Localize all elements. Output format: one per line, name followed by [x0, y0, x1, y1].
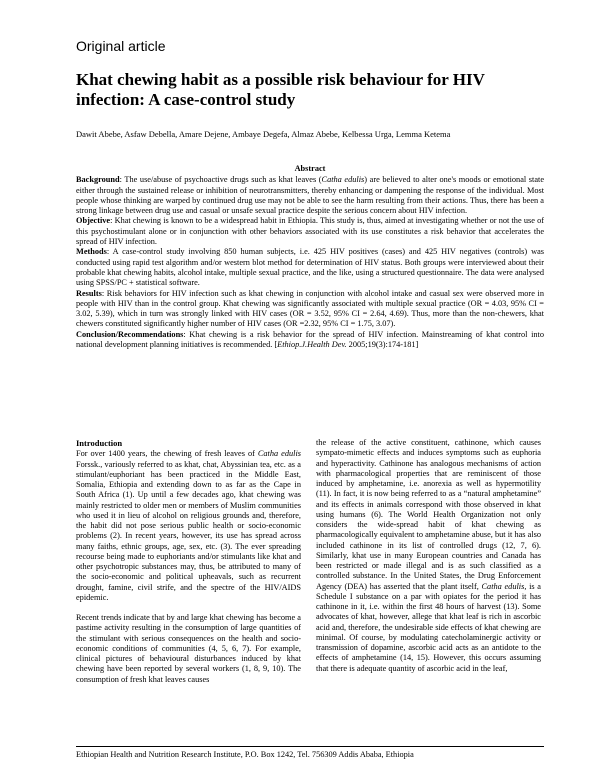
abstract-methods: Methods: A case-control study involving 850 human subjects, i.e. 425 HIV positives (cases) and 425 HIV negatives (controls) was conducted using rapid test algorithm and/or western blot method for determination of HIV status. Both groups were interviewed about their probable khat chewing habits, alcohol intake, multiple sexual practice, and the like, using a structured questionnaire. The data were analysed using SPSS/PC + statistical software. — [76, 247, 544, 288]
section-label: Original article — [76, 38, 166, 54]
body-paragraph: For over 1400 years, the chewing of fresh leaves of Catha edulis Forssk., variously referred to as khat, chat, Abyssinian tea, etc. as a stimulant/euphoriant has been practiced in the Middle East, Somalia, Ethiopia and extending down to as far as the Cape in South Africa (1). Up until a few decades ago, khat chewing was mainly restricted to older men or members of Muslim communities who used it in lieu of alcohol on religious grounds and, therefore, the habit did not pose serious public health or socio-economic problems (2). In recent years, however, its use has spread across many faiths, ethnic groups, age, sex, etc. (3). The ever spreading recourse being made to euphoriants and/or stimulants like khat and other psychotropic substances may, thus, be attributed to many of the socio-economic and political upheavals, such as recurrent drought, famine, civil strife, and the spectre of the HIV/AIDS epidemic. — [76, 449, 301, 602]
footer-divider — [76, 746, 544, 747]
abstract-objective: Objective: Khat chewing is known to be a widespread habit in Ethiopia. This study is, thus, aimed at investigating whether or not the use of this psychostimulant alone or in conjunction with other behaviors associated with its use constitutes a risk behavior that accelerates the spread of HIV infection. — [76, 216, 544, 247]
abstract-results: Results: Risk behaviors for HIV infection such as khat chewing in conjunction with alcohol intake and casual sex were observed more in people with HIV than in the control group. Khat chewing was significantly associated with multiple sexual practice (OR = 4.03, 95% CI = 3.02, 5.39), which in turn was strongly linked with HIV cases (OR = 3.52, 95% CI = 2.64, 4.69). Thus, more than the non-chewers, khat chewers constituted significantly higher number of HIV cases (OR =2.32, 95% CI = 1.75, 3.07). — [76, 288, 544, 329]
abstract — [76, 164, 544, 350]
results-label: Results — [76, 288, 102, 298]
methods-label: Methods — [76, 247, 107, 257]
affiliation-footer: Ethiopian Health and Nutrition Research Institute, P.O. Box 1242, Tel. 756309 Addis Ababa, Ethiopia — [76, 750, 414, 759]
objective-label: Objective — [76, 216, 111, 226]
body-column-left — [76, 438, 301, 685]
body-paragraph: the release of the active constituent, cathinone, which causes sympato-mimetic effects and induces symptoms such as euphoria and hyperactivity. Cathinone has analogous mechanisms of action with pharmacological properties that are reminiscent of those induced by amphetamine, i.e. anorexia as well as hypermotility (11). In fact, it is now being referred to as a “natural amphetamine” and its effects in animals correspond with those observed in khat using humans (6). The World Health Organization not only considers the wide-spread habit of khat chewing as pharmacologically equivalent to amphetamine abuse, but it has also included cathinone in its list of controlled drugs (12, 7, 6). Similarly, khat use in many European countries and Canada has been restricted or made illegal and is as such classified as a controlled substance. In the United States, the Drug Enforcement Agency (DEA) has asserted that the plant itself, Catha edulis, is a Schedule I substance on a par with opiates for the period it has cathinone in it, i.e. within the first 48 hours of harvest (13). Some advocates of khat, however, allege that khat leaf is rich in ascorbic acid and, therefore, the undesirable side effects of khat chewing are minimal. Of course, by modulating catecholaminergic activity or transmission of dopamine, ascorbic acid acts as an antidote to the effects of amphetamine (14, 15). However, this occurs assuming that there is adequate quantity of ascorbic acid in the leaf, — [316, 438, 541, 673]
abstract-heading: Abstract — [294, 164, 326, 173]
body-paragraph: Recent trends indicate that by and large khat chewing has become a pastime activity resulting in the consumption of large quantities of the stimulant with serious consequences on the health and socio-economic conditions of communities (4, 5, 6, 7). For example, clinical pictures of behavioural disturbances induced by khat chewing have been reported by several workers (1, 8, 9, 10). The consumption of fresh khat leaves causes — [76, 613, 301, 684]
conclusion-label: Conclusion/Recommendations — [76, 329, 184, 339]
author-list: Dawit Abebe, Asfaw Debella, Amare Dejene, Ambaye Degefa, Almaz Abebe, Kelbessa Urga, Lemma Ketema — [76, 129, 451, 139]
article-title: Khat chewing habit as a possible risk behaviour for HIV infection: A case-control study — [76, 70, 485, 109]
abstract-background: Background: The use/abuse of psychoactive drugs such as khat leaves (Catha edulis) are believed to alter one's moods or emotional state either through the sustained release or inhibition of neurotransmitters, thereby enhancing or dampening the response of the individual. Most people whose thinking are warped by continued drug use may not be able to see the harm resulting from their actions. Thus, there has been a strong linkage between drug use and casual or unsafe sexual practice despite the serious concern about HIV infection. — [76, 175, 544, 216]
abstract-conclusion: Conclusion/Recommendations: Khat chewing is a risk behavior for the spread of HIV infection. Mainstreaming of khat control into national development planning initiatives is recommended. [Ethiop.J.Health Dev. 2005;19(3):174-181] — [76, 329, 544, 350]
introduction-heading: Introduction — [76, 438, 123, 448]
body-column-right — [316, 438, 541, 674]
citation: [Ethiop.J.Health Dev. 2005;19(3):174-181] — [274, 340, 419, 350]
background-label: Background — [76, 175, 120, 185]
